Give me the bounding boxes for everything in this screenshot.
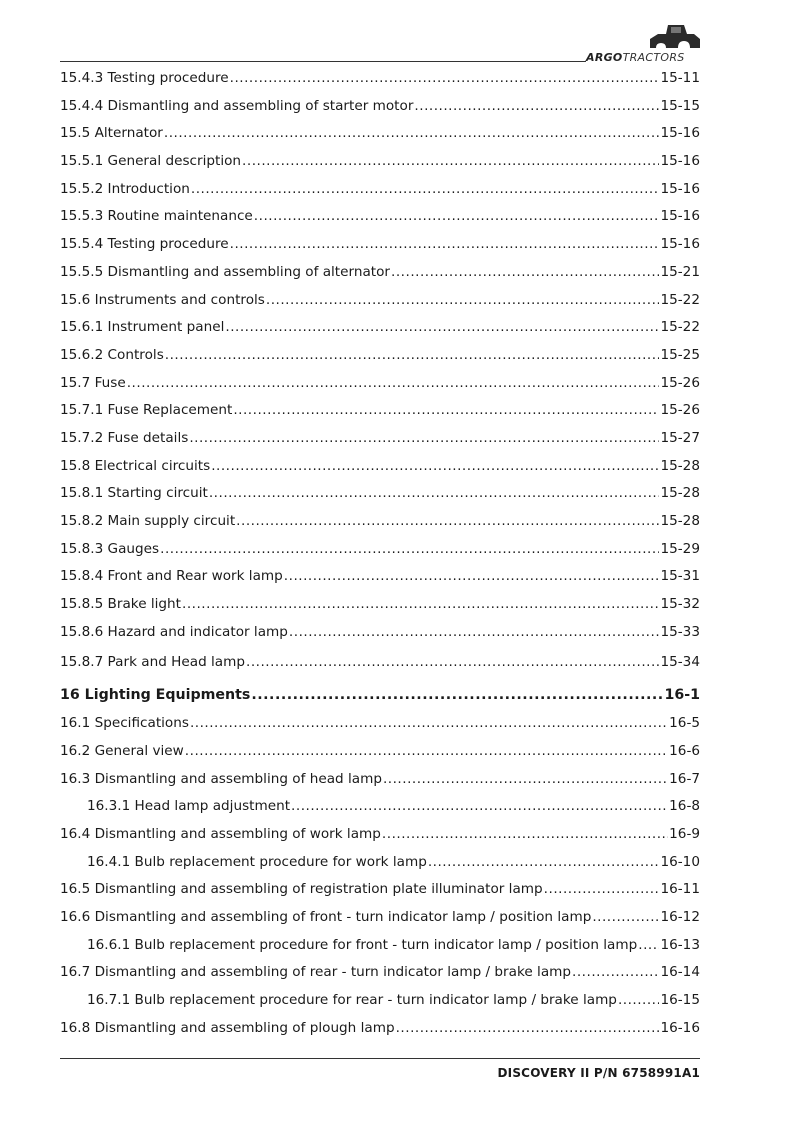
toc-entry[interactable]: [60, 959, 700, 987]
toc-entry-page: 15-28: [660, 485, 700, 502]
toc-entry-page: 16-9: [669, 825, 700, 842]
toc-entry-page: 15-26: [660, 402, 700, 419]
toc-dot-leader: [396, 1015, 660, 1043]
toc-entry-page: 15-16: [660, 180, 700, 197]
toc-entry-page: 16-5: [669, 715, 700, 732]
toc-entry-title: 16.6.1 Bulb replacement procedure for front - turn indicator lamp / position lamp: [87, 936, 638, 953]
toc-dot-leader: [289, 619, 660, 647]
toc-chapter-title: 16 Lighting Equipments: [60, 687, 251, 704]
toc-dot-leader: [572, 959, 659, 987]
toc-entry-page: 15-25: [660, 346, 700, 363]
toc-entry-title: 16.1 Specifications: [60, 715, 189, 732]
toc-entry[interactable]: [60, 176, 700, 204]
toc-entry-title: 16.7 Dismantling and assembling of rear - turn indicator lamp / brake lamp: [60, 964, 572, 981]
toc-entry[interactable]: [60, 425, 700, 453]
toc-entry-title: 15.5.3 Routine maintenance: [60, 208, 253, 225]
toc-dot-leader: [254, 203, 660, 231]
toc-dot-leader: [185, 738, 668, 766]
logo-bold-text: ARGO: [586, 51, 623, 64]
toc-entry-title: 15.6.2 Controls: [60, 346, 164, 363]
toc-entry[interactable]: [60, 1015, 700, 1043]
toc-entry-title: 15.5.2 Introduction: [60, 180, 190, 197]
toc-entry-page: 15-28: [660, 457, 700, 474]
toc-dot-leader: [236, 508, 659, 536]
toc-entry-page: 15-16: [660, 125, 700, 142]
toc-entry[interactable]: [60, 93, 700, 121]
toc-entry-title: 15.8 Electrical circuits: [60, 457, 211, 474]
toc-entry[interactable]: [60, 203, 700, 231]
toc-dot-leader: [284, 563, 660, 591]
toc-entry-title: 15.8.5 Brake light: [60, 596, 182, 613]
toc-entry-title: 15.4.4 Dismantling and assembling of starter motor: [60, 97, 414, 114]
toc-entry[interactable]: [60, 370, 700, 398]
toc-entry-title: 15.6 Instruments and controls: [60, 291, 265, 308]
table-of-contents: [60, 65, 700, 1042]
toc-dot-leader: [165, 342, 660, 370]
toc-entry-title: 15.8.7 Park and Head lamp: [60, 654, 245, 671]
toc-entry-title: 15.8.1 Starting circuit: [60, 485, 208, 502]
toc-entry-page: 16-16: [660, 1019, 700, 1036]
toc-dot-leader: [209, 480, 660, 508]
toc-entry-title: 15.7 Fuse: [60, 374, 126, 391]
toc-entry[interactable]: [60, 342, 700, 370]
toc-entry[interactable]: [60, 148, 700, 176]
toc-entry-title: 16.8 Dismantling and assembling of plough lamp: [60, 1019, 395, 1036]
toc-entry[interactable]: [60, 231, 700, 259]
toc-dot-leader: [182, 591, 659, 619]
toc-entry-page: 16-11: [660, 881, 700, 898]
toc-entry-title: 15.8.2 Main supply circuit: [60, 513, 236, 529]
toc-entry-title: 15.8.3 Gauges: [60, 540, 160, 557]
toc-entry[interactable]: [60, 738, 700, 766]
toc-entry[interactable]: [60, 876, 700, 904]
toc-entry-page: 15-16: [660, 236, 700, 253]
toc-entry-page: 15-22: [660, 291, 700, 308]
toc-entry[interactable]: [60, 120, 700, 148]
footer-document-id: DISCOVERY II P/N 6758991A1: [497, 1066, 700, 1080]
toc-entry-title: 16.5 Dismantling and assembling of registration plate illuminator lamp: [60, 881, 543, 898]
toc-dot-leader: [233, 397, 659, 425]
toc-entry-title: 15.7.2 Fuse details: [60, 429, 189, 446]
footer-rule: [60, 1058, 700, 1059]
toc-entry[interactable]: [60, 710, 700, 738]
toc-entry-title: 16.4.1 Bulb replacement procedure for work lamp: [87, 853, 427, 870]
toc-dot-leader: [211, 453, 659, 481]
toc-entry[interactable]: [60, 591, 700, 619]
toc-entry[interactable]: [60, 287, 700, 315]
toc-entry[interactable]: [60, 649, 700, 677]
toc-entry-page: 15-27: [660, 429, 700, 446]
toc-entry-title: 16.3.1 Head lamp adjustment: [87, 798, 291, 815]
toc-dot-leader: [189, 425, 659, 453]
toc-dot-leader: [160, 536, 659, 564]
toc-entry[interactable]: [60, 65, 700, 93]
toc-entry-page: 16-8: [669, 798, 700, 815]
toc-entry-page: 15-31: [660, 568, 700, 585]
toc-subentry[interactable]: [60, 793, 700, 821]
toc-entry-page: 15-22: [660, 319, 700, 336]
toc-entry-page: 16-15: [660, 992, 700, 1008]
toc-dot-leader: [164, 120, 660, 148]
toc-entry-title: 15.6.1 Instrument panel: [60, 319, 225, 336]
toc-entry[interactable]: [60, 904, 700, 932]
toc-dot-leader: [414, 93, 659, 121]
toc-entry[interactable]: [60, 536, 700, 564]
toc-entry-title: 16.2 General view: [60, 742, 184, 759]
toc-dot-leader: [391, 259, 659, 287]
toc-dot-leader: [246, 649, 659, 677]
toc-dot-leader: [638, 932, 659, 960]
toc-entry-title: 16.4 Dismantling and assembling of work lamp: [60, 825, 381, 842]
toc-chapter-page: 16-1: [664, 687, 700, 704]
toc-entry-page: 15-16: [660, 153, 700, 170]
toc-dot-leader: [544, 876, 660, 904]
toc-entry-page: 15-26: [660, 374, 700, 391]
toc-entry-title: 15.8.6 Hazard and indicator lamp: [60, 623, 288, 640]
toc-entry-title: 16.3 Dismantling and assembling of head lamp: [60, 770, 382, 787]
header-rule: [60, 61, 586, 62]
toc-entry[interactable]: [60, 821, 700, 849]
toc-entry-title: 15.5.5 Dismantling and assembling of alternator: [60, 263, 391, 280]
toc-entry[interactable]: [60, 480, 700, 508]
toc-dot-leader: [251, 680, 663, 710]
toc-entry-page: 15-11: [660, 70, 700, 86]
toc-entry-title: 15.8.4 Front and Rear work lamp: [60, 568, 283, 585]
toc-entry[interactable]: [60, 508, 700, 536]
toc-dot-leader: [428, 849, 660, 877]
toc-entry[interactable]: [60, 397, 700, 425]
toc-entry-page: 16-6: [669, 742, 700, 759]
toc-entry-title: 16.6 Dismantling and assembling of front - turn indicator lamp / position lamp: [60, 908, 592, 925]
toc-entry-title: 15.4.3 Testing procedure: [60, 70, 229, 86]
toc-dot-leader: [291, 793, 668, 821]
toc-entry-page: 16-12: [660, 908, 700, 925]
toc-dot-leader: [618, 987, 660, 1015]
toc-entry[interactable]: [60, 766, 700, 794]
toc-entry-page: 15-21: [660, 263, 700, 280]
tractor-icon: [644, 22, 702, 50]
toc-dot-leader: [191, 176, 660, 204]
logo-wordmark: [586, 51, 685, 64]
toc-entry-page: 16-13: [660, 936, 700, 953]
toc-entry-title: 15.5.4 Testing procedure: [60, 236, 229, 253]
toc-dot-leader: [592, 904, 659, 932]
toc-entry-title: 15.7.1 Fuse Replacement: [60, 402, 233, 419]
toc-dot-leader: [383, 766, 668, 794]
toc-dot-leader: [266, 287, 660, 315]
toc-entry-title: 15.5 Alternator: [60, 125, 163, 142]
toc-subentry[interactable]: [60, 849, 700, 877]
toc-entry-page: 15-28: [660, 513, 700, 529]
toc-entry-page: 16-14: [660, 964, 700, 981]
toc-subentry[interactable]: [60, 932, 700, 960]
toc-dot-leader: [382, 821, 668, 849]
toc-entry-page: 15-32: [660, 596, 700, 613]
argo-tractors-logo: [586, 22, 702, 66]
toc-entry[interactable]: [60, 453, 700, 481]
toc-entry[interactable]: [60, 563, 700, 591]
toc-dot-leader: [230, 65, 660, 93]
toc-chapter-entry[interactable]: [60, 680, 700, 710]
toc-entry-page: 15-34: [660, 654, 700, 671]
toc-dot-leader: [225, 314, 659, 342]
toc-entry-page: 16-7: [669, 770, 700, 787]
toc-entry-page: 16-10: [660, 853, 700, 870]
toc-entry-page: 15-33: [660, 623, 700, 640]
toc-dot-leader: [242, 148, 659, 176]
toc-subentry[interactable]: [60, 987, 700, 1015]
toc-dot-leader: [127, 370, 660, 398]
logo-regular-text: TRACTORS: [622, 51, 685, 64]
toc-entry-page: 15-29: [660, 540, 700, 557]
toc-entry-title: 15.5.1 General description: [60, 153, 242, 170]
toc-entry[interactable]: [60, 314, 700, 342]
toc-dot-leader: [230, 231, 660, 259]
toc-dot-leader: [190, 710, 668, 738]
toc-entry[interactable]: [60, 619, 700, 647]
toc-entry-page: 15-15: [660, 97, 700, 114]
toc-entry[interactable]: [60, 259, 700, 287]
toc-entry-title: 16.7.1 Bulb replacement procedure for rear - turn indicator lamp / brake lamp: [87, 992, 617, 1008]
toc-entry-page: 15-16: [660, 208, 700, 225]
